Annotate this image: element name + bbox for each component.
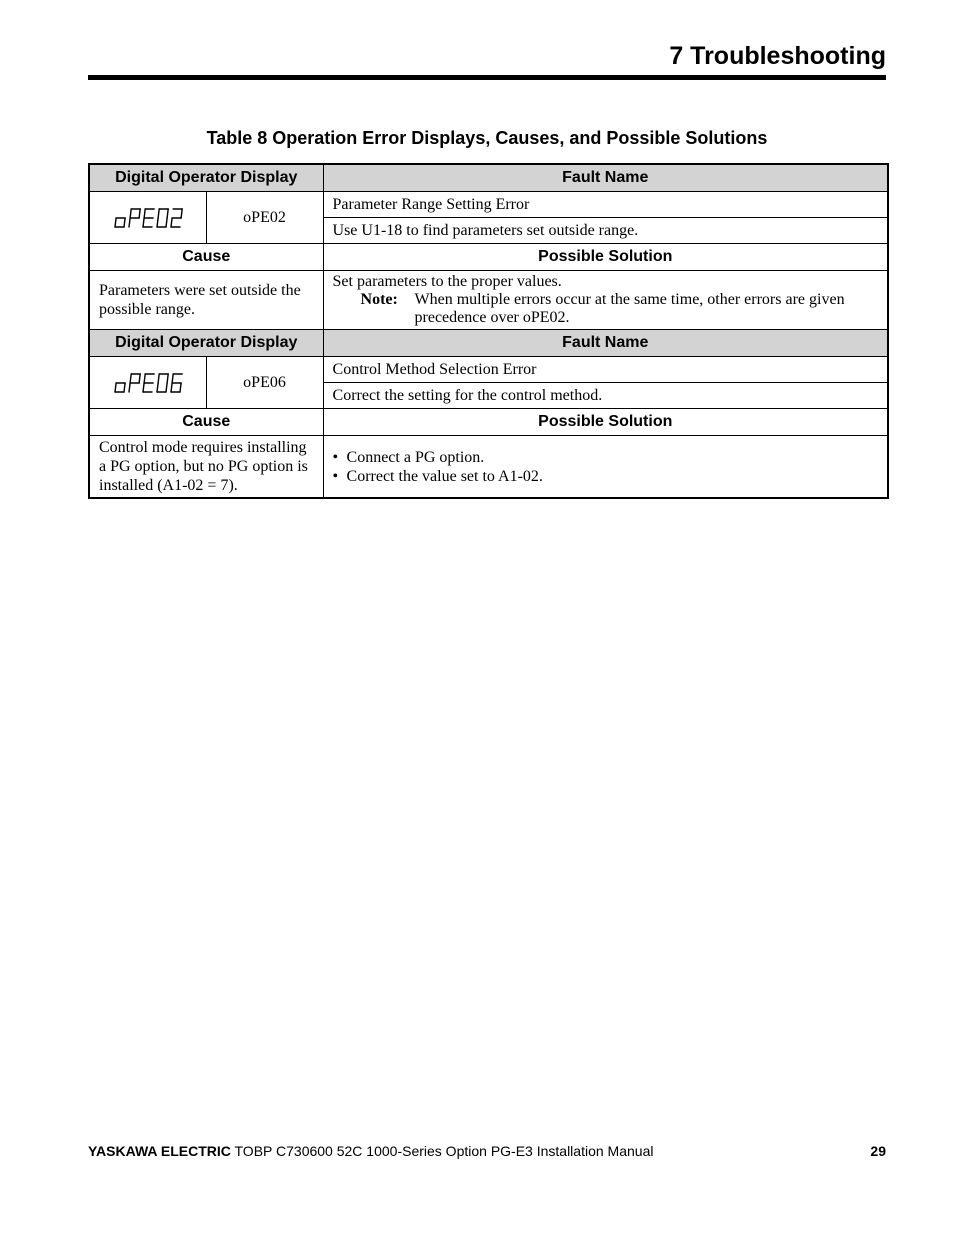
table-subheader-row: [89, 409, 888, 436]
table-row: [89, 357, 888, 383]
lcd-segment: [171, 383, 172, 392]
lcd-segment: [167, 209, 168, 218]
lcd-segment: [144, 374, 145, 383]
column-header-solution: Possible Solution: [323, 244, 888, 271]
column-header-cause: Cause: [89, 409, 323, 436]
solution-list: [333, 448, 882, 486]
bullet-icon: •: [332, 467, 339, 485]
footer-document-title: TOBP C730600 52C 1000-Series Option PG-E3 Installation Manual: [230, 1143, 654, 1159]
lcd-segment: [124, 383, 125, 392]
cause-text: Parameters were set outside the possible range.: [89, 271, 323, 330]
footer-document-info: [88, 1143, 653, 1159]
lcd-segment: [143, 218, 144, 227]
lcd-display-ope06: [90, 359, 206, 407]
solution-cell: [323, 271, 888, 330]
lcd-segment: [130, 374, 131, 383]
lcd-segment: [115, 218, 116, 227]
solution-item: Connect a PG option.: [346, 448, 485, 466]
error-code: oPE06: [206, 357, 323, 409]
fault-detail: Use U1-18 to find parameters set outside range.: [323, 218, 888, 244]
lcd-segment: [129, 383, 130, 392]
list-item: [333, 467, 882, 486]
list-item: [333, 448, 882, 467]
lcd-display-cell: [89, 192, 206, 244]
column-header-solution: Possible Solution: [323, 409, 888, 436]
table-header-row: [89, 330, 888, 357]
lcd-segment: [166, 383, 167, 392]
column-header-cause: Cause: [89, 244, 323, 271]
lcd-segment: [157, 218, 158, 227]
header-rule: [88, 75, 886, 80]
lcd-display-ope02: [90, 194, 206, 242]
column-header-fault: Fault Name: [323, 330, 888, 357]
lcd-segment: [167, 374, 168, 383]
lcd-segment: [171, 218, 172, 227]
bullet-icon: •: [332, 448, 339, 466]
solution-item: Correct the value set to A1-02.: [346, 467, 543, 485]
seven-segment-display: [112, 371, 184, 395]
lcd-segment: [181, 209, 182, 218]
note-text: When multiple errors occur at the same time, other errors are given precedence over oPE02.: [414, 291, 845, 326]
footer-brand: YASKAWA ELECTRIC: [88, 1143, 231, 1159]
solution-cell: [323, 436, 888, 499]
column-header-display: Digital Operator Display: [89, 330, 323, 357]
column-header-fault: Fault Name: [323, 164, 888, 192]
operation-error-table: [88, 163, 889, 499]
table-header-row: [89, 164, 888, 192]
fault-detail: Correct the setting for the control method.: [323, 383, 888, 409]
lcd-segment: [139, 374, 140, 383]
lcd-segment: [139, 209, 140, 218]
lcd-segment: [144, 209, 145, 218]
lcd-segment: [172, 374, 173, 383]
lcd-display-cell: [89, 357, 206, 409]
lcd-segment: [124, 218, 125, 227]
table-subheader-row: [89, 244, 888, 271]
fault-name: Control Method Selection Error: [323, 357, 888, 383]
table-row: [89, 436, 888, 499]
column-header-display: Digital Operator Display: [89, 164, 323, 192]
error-code: oPE02: [206, 192, 323, 244]
lcd-segment: [143, 383, 144, 392]
lcd-segment: [166, 218, 167, 227]
table-row: [89, 192, 888, 218]
lcd-segment: [130, 209, 131, 218]
fault-name: Parameter Range Setting Error: [323, 192, 888, 218]
lcd-segment: [115, 383, 116, 392]
solution-text: Set parameters to the proper values.: [332, 273, 562, 290]
note-label: Note:: [360, 291, 398, 308]
page-number: 29: [870, 1143, 886, 1159]
table-row: [89, 271, 888, 330]
lcd-segment: [129, 218, 130, 227]
cause-text: Control mode requires installing a PG option, but no PG option is installed (A1-02 = 7).: [89, 436, 323, 499]
table-caption: Table 8 Operation Error Displays, Causes, and Possible Solutions: [206, 128, 768, 148]
lcd-segment: [158, 374, 159, 383]
lcd-segment: [157, 383, 158, 392]
note: [333, 291, 882, 327]
section-title: 7 Troubleshooting: [669, 42, 886, 70]
lcd-segment: [180, 383, 181, 392]
seven-segment-display: [112, 206, 184, 230]
lcd-segment: [158, 209, 159, 218]
